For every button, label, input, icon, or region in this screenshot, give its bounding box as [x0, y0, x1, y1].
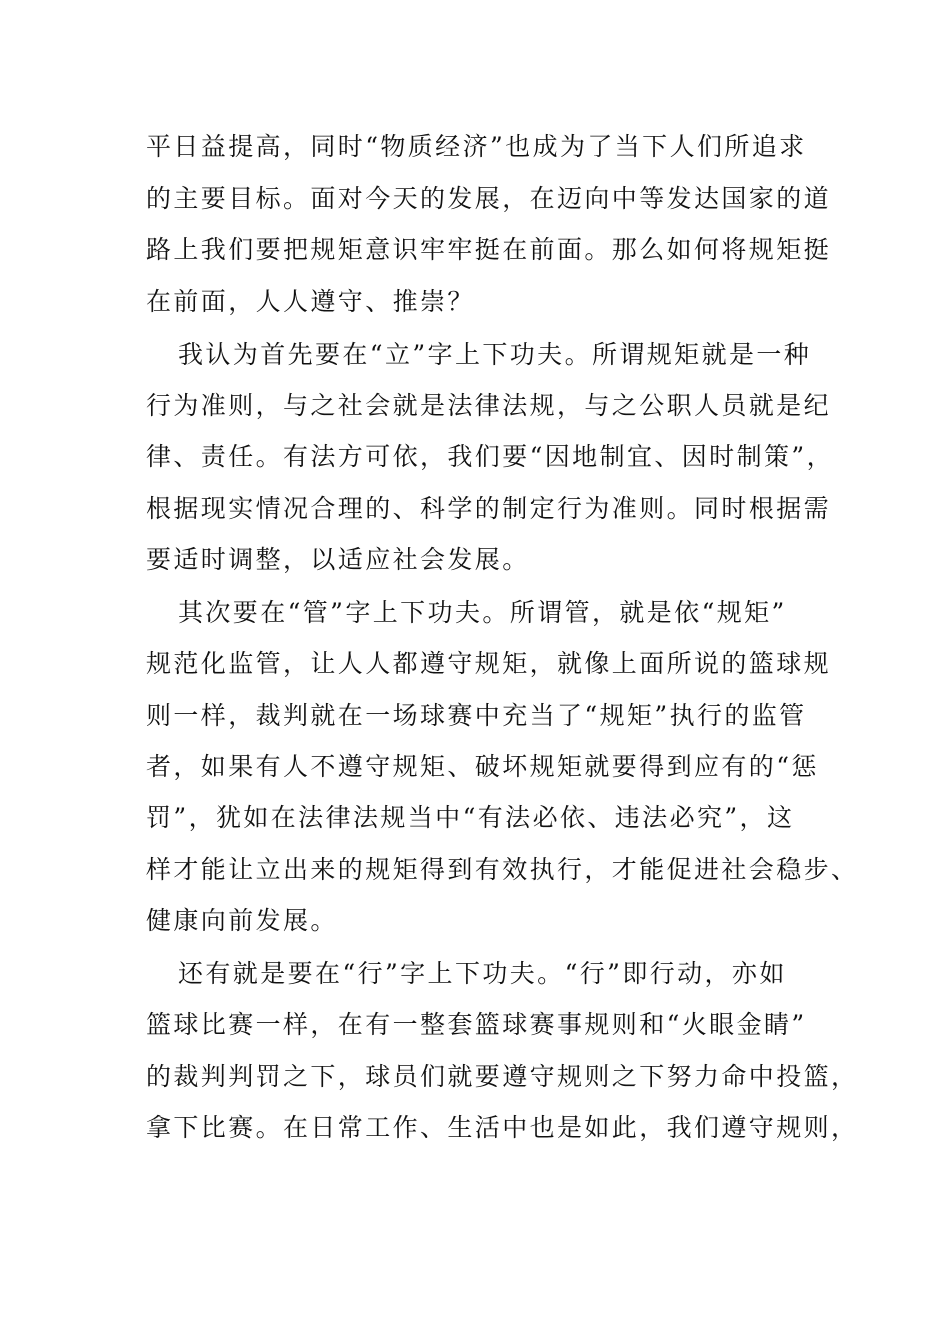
paragraph-first-line: 其次要在“管”字上下功夫。所谓管，就是依“规矩” — [178, 598, 787, 627]
text-line: 路上我们要把规矩意识牢牢挺在前面。那么如何将规矩挺 — [146, 235, 832, 264]
text-line: 样才能让立出来的规矩得到有效执行，才能促进社会稳步、 — [146, 855, 859, 884]
text-line: 行为准则，与之社会就是法律法规，与之公职人员就是纪 — [146, 391, 832, 420]
text-line: 律、责任。有法方可依，我们要“因地制宜、因时制策”， — [146, 442, 834, 471]
text-line: 根据现实情况合理的、科学的制定行为准则。同时根据需 — [146, 494, 832, 523]
text-line: 在前面，人人遵守、推崇？ — [146, 287, 475, 316]
text-line: 要适时调整，以适应社会发展。 — [146, 545, 530, 574]
text-line: 则一样，裁判就在一场球赛中充当了“规矩”执行的监管 — [146, 701, 807, 730]
text-line: 篮球比赛一样，在有一整套篮球赛事规则和“火眼金睛” — [146, 1010, 807, 1039]
text-line: 拿下比赛。在日常工作、生活中也是如此，我们遵守规则， — [146, 1113, 859, 1142]
text-line: 健康向前发展。 — [146, 906, 338, 935]
text-line: 罚”，犹如在法律法规当中“有法必依、违法必究”，这 — [146, 803, 795, 832]
text-line: 的裁判判罚之下，球员们就要遵守规则之下努力命中投篮， — [146, 1062, 859, 1091]
text-line: 者，如果有人不遵守规矩、破坏规矩就要得到应有的“惩 — [146, 752, 819, 781]
text-line: 的主要目标。面对今天的发展，在迈向中等发达国家的道 — [146, 184, 832, 213]
paragraph-first-line: 还有就是要在“行”字上下功夫。“行”即行动，亦如 — [178, 959, 787, 988]
text-line: 规范化监管，让人人都遵守规矩，就像上面所说的篮球规 — [146, 649, 832, 678]
paragraph-first-line: 我认为首先要在“立”字上下功夫。所谓规矩就是一种 — [178, 340, 812, 369]
text-line: 平日益提高，同时“物质经济”也成为了当下人们所追求 — [146, 132, 807, 161]
